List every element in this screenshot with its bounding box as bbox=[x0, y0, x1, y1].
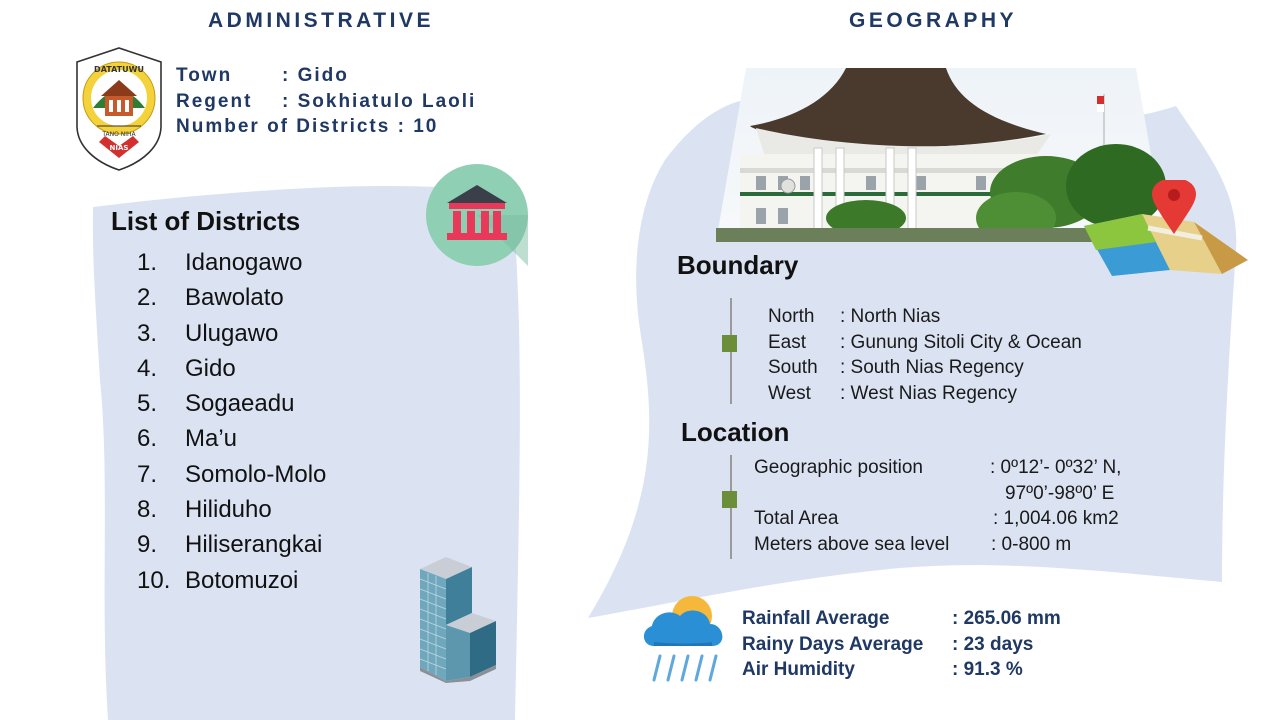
skyscraper-icon bbox=[416, 555, 500, 683]
emblem-banner-text: TANO NIHA bbox=[102, 131, 136, 138]
location-title: Location bbox=[681, 417, 790, 447]
emblem-bottom-text: NIAS bbox=[109, 144, 129, 152]
total-area-value: : 1,004.06 km2 bbox=[993, 508, 1119, 529]
administrative-title: ADMINISTRATIVE bbox=[208, 9, 434, 32]
boundary-rows bbox=[768, 306, 1082, 409]
rain-cloud-sun-icon bbox=[640, 594, 726, 686]
climate-row-rainy-days: Rainy Days Average : 23 days bbox=[742, 633, 1034, 655]
climate-info bbox=[742, 608, 1061, 685]
list-item: 3. Ulugawo bbox=[137, 319, 279, 347]
geo-position-value-1: : 0º12’- 0º32’ N, bbox=[990, 457, 1122, 478]
geo-position-label: Geographic position bbox=[754, 457, 923, 478]
geo-position-value-2: 97º0’-98º0’ E bbox=[1005, 483, 1115, 504]
boundary-marker bbox=[722, 335, 737, 352]
list-item: 6. Ma’u bbox=[137, 425, 238, 453]
government-building-icon bbox=[425, 163, 529, 267]
town-value: : Gido bbox=[282, 65, 349, 86]
regency-emblem-icon bbox=[73, 46, 165, 172]
districts-count: Number of Districts : 10 bbox=[176, 116, 439, 137]
regent-value: : Sokhiatulo Laoli bbox=[282, 90, 477, 112]
list-of-districts-title: List of Districts bbox=[111, 206, 301, 236]
town-row bbox=[176, 63, 476, 89]
boundary-row-north: North : North Nias bbox=[768, 306, 941, 327]
list-item: 1. Idanogawo bbox=[137, 249, 303, 276]
district-list bbox=[137, 245, 326, 598]
climate-row-humidity: Air Humidity : 91.3 % bbox=[742, 659, 1023, 681]
list-item: 2. Bawolato bbox=[137, 284, 284, 312]
town-label: Town bbox=[176, 65, 233, 86]
geography-title: GEOGRAPHY bbox=[848, 9, 1018, 32]
boundary-row-south: South : South Nias Regency bbox=[768, 357, 1024, 379]
elevation-label: Meters above sea level bbox=[754, 534, 950, 555]
regent-label: Regent bbox=[176, 90, 253, 112]
climate-row-rainfall: Rainfall Average : 265.06 mm bbox=[742, 608, 1061, 629]
location-marker bbox=[722, 491, 737, 508]
admin-info bbox=[176, 63, 476, 140]
map-pin-icon bbox=[1082, 180, 1250, 276]
boundary-row-east: East : Gunung Sitoli City & Ocean bbox=[768, 331, 1082, 353]
boundary-row-west: West : West Nias Regency bbox=[768, 383, 1018, 405]
total-area-label: Total Area bbox=[754, 508, 839, 529]
boundary-title: Boundary bbox=[677, 250, 799, 280]
list-item: 5. Sogaeadu bbox=[137, 390, 295, 418]
list-item: 4. Gido bbox=[137, 354, 236, 382]
list-item: 10. Botomuzoi bbox=[137, 566, 299, 594]
emblem-top-text: DATATUWU bbox=[94, 65, 144, 74]
elevation-value: : 0-800 m bbox=[991, 534, 1072, 555]
list-item: 8. Hiliduho bbox=[137, 496, 272, 524]
list-item: 7. Somolo-Molo bbox=[137, 460, 327, 488]
regent-row bbox=[176, 89, 476, 115]
list-item: 9. Hiliserangkai bbox=[137, 531, 323, 559]
